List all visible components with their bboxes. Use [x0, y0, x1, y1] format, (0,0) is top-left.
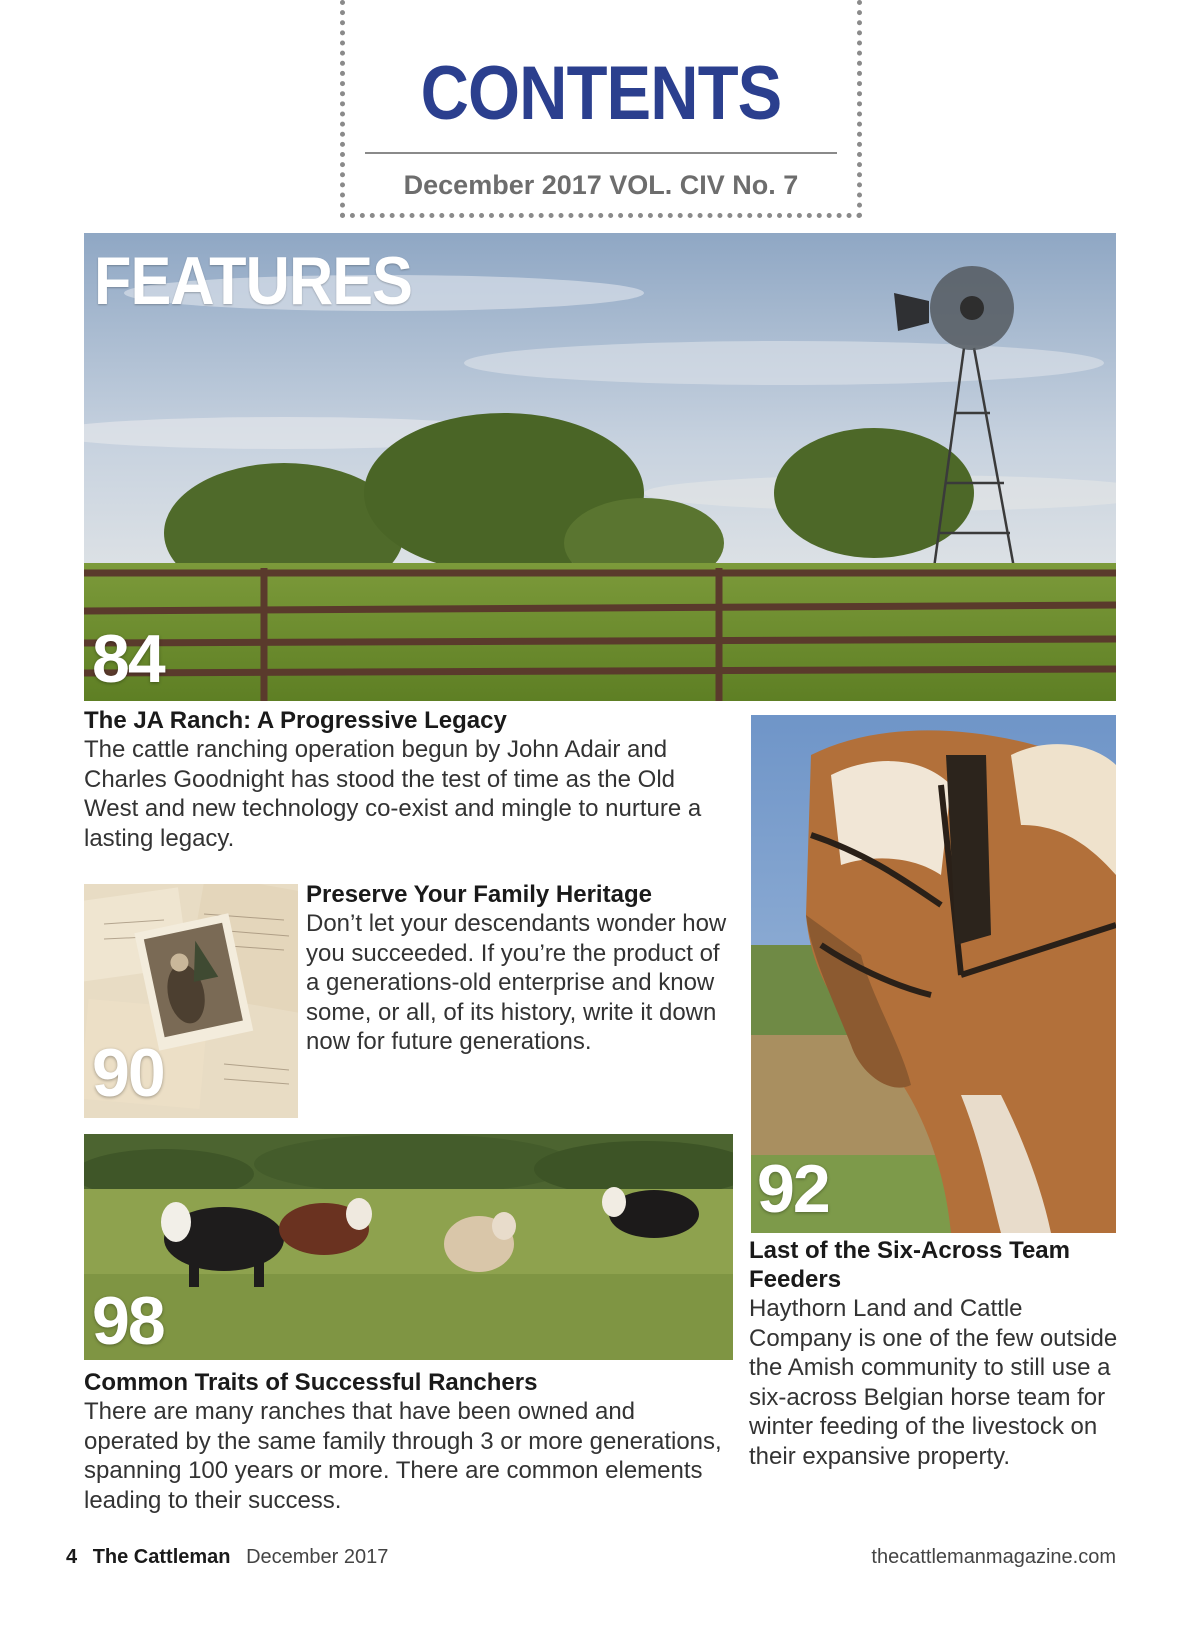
article-summary-family-heritage: Don’t let your descendants wonder how you succeeded. If you’re the product of a generations-old enterprise and know some, or all, of its history, write it down now for future generations. [306, 910, 727, 1055]
footer-magazine-name: The Cattleman [92, 1546, 231, 1568]
article-title-successful-ranchers[interactable]: Common Traits of Successful Ranchers [84, 1369, 538, 1396]
contents-header-box [340, 0, 862, 218]
page-number-92: 92 [757, 1151, 829, 1227]
article-title-family-heritage[interactable]: Preserve Your Family Heritage [306, 881, 652, 908]
issue-info: December 2017 VOL. CIV No. 7 [403, 170, 799, 200]
footer-date: December 2017 [246, 1546, 389, 1568]
features-heading: FEATURES [94, 243, 413, 319]
footer-website-link[interactable]: thecattlemanmagazine.com [871, 1546, 1116, 1568]
article-title-ja-ranch[interactable]: The JA Ranch: A Progressive Legacy [84, 707, 507, 734]
footer-page-number: 4 [66, 1546, 78, 1568]
contents-title: CONTENTS [420, 51, 782, 136]
article-title-six-across[interactable]: Last of the Six-Across Team Feeders [749, 1237, 1070, 1293]
cattle-pasture-photo [84, 1134, 733, 1360]
header-divider [365, 152, 837, 154]
page-number-84: 84 [92, 621, 164, 697]
article-summary-ja-ranch: The cattle ranching operation begun by John Adair and Charles Goodnight has stood the test of time as the Old West and new technology co-exist and mingle to nurture a lasting legacy. [84, 736, 702, 852]
page-footer [66, 1546, 388, 1569]
article-summary-successful-ranchers: There are many ranches that have been owned and operated by the same family through 3 or more generations, spanning 100 years or more. There are common elements leading to their success. [84, 1398, 722, 1514]
article-summary-six-across: Haythorn Land and Cattle Company is one of the few outside the Amish community to still use a six-across Belgian horse team for winter feeding of the livestock on their expansive property. [749, 1295, 1118, 1470]
page-number-90: 90 [92, 1035, 164, 1111]
page-number-98: 98 [92, 1283, 164, 1359]
